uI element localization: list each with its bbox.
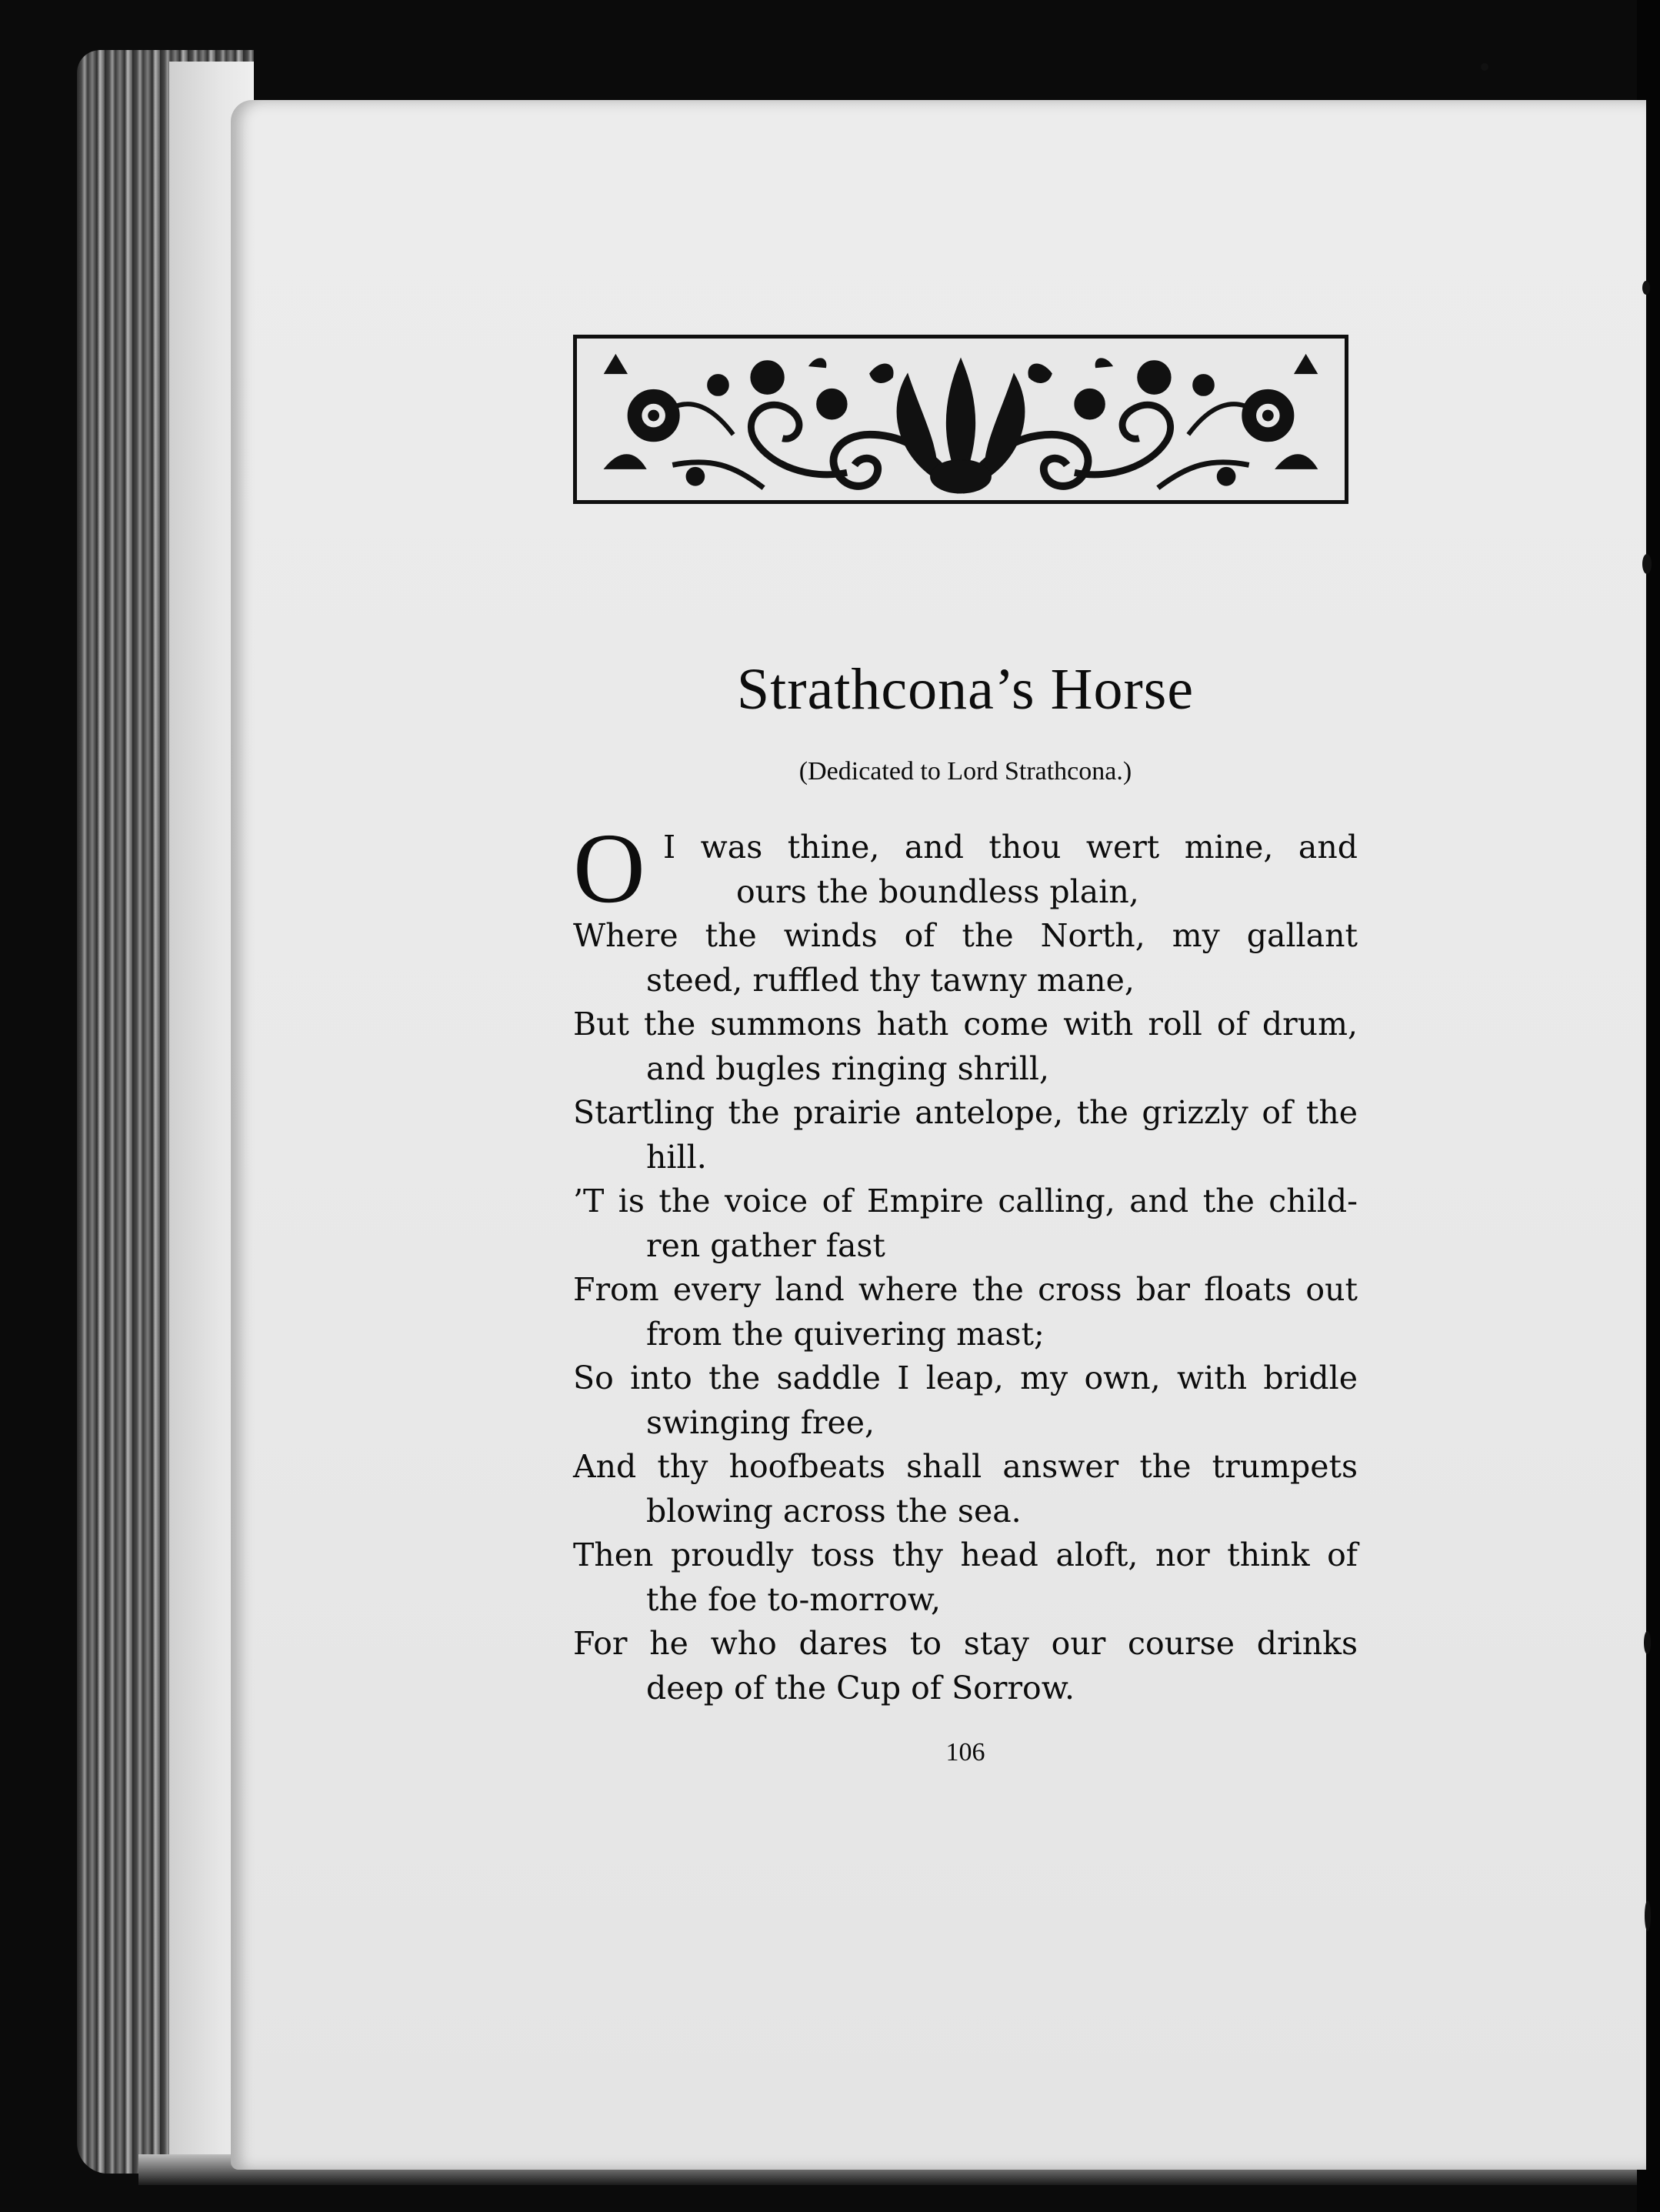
floral-ornament-icon: [582, 343, 1340, 495]
page-number: 106: [945, 1738, 985, 1767]
poem-line: and bugles ringing shrill,: [646, 1049, 1050, 1087]
poem-line: So into the saddle I leap, my own, with bridle: [573, 1360, 1358, 1397]
poem-line: hill.: [646, 1138, 707, 1176]
scan-speck: [1642, 554, 1652, 574]
poem-line: blowing across the sea.: [646, 1492, 1022, 1530]
poem-line: the foe to-morrow,: [646, 1580, 942, 1618]
poem-dedication: (Dedicated to Lord Strathcona.): [798, 756, 1132, 786]
poem-line: ren gather fast: [646, 1226, 885, 1264]
scan-speck: [1645, 1900, 1651, 1931]
poem-line: I was thine, and thou wert mine, and: [663, 829, 1358, 866]
page-content: [573, 335, 1358, 1767]
poem-line: And thy hoofbeats shall answer the trumpets: [573, 1448, 1358, 1486]
poem-title: Strathcona’s Horse: [736, 657, 1195, 722]
poem-line: steed, ruffled thy tawny mane,: [646, 961, 1135, 999]
first-stanza-block: [573, 813, 1358, 925]
poem-line: ours the boundless plain,: [736, 872, 1139, 910]
poem-line: swinging free,: [646, 1403, 875, 1441]
poem-line: Where the winds of the North, my gallant: [573, 917, 1358, 955]
poem-line: deep of the Cup of Sorrow.: [646, 1669, 1075, 1707]
drop-cap: O: [573, 813, 645, 925]
poem-line: From every land where the cross bar floats out: [573, 1271, 1358, 1309]
poem-body: [573, 813, 1358, 1710]
poem-line: Startling the prairie antelope, the grizzly of the: [573, 1094, 1358, 1132]
scan-speck: [1642, 281, 1650, 295]
scan-speck: [1481, 63, 1488, 71]
scan-speck: [1644, 1631, 1651, 1654]
floral-headpiece-icon: [573, 335, 1348, 504]
poem-line: Then proudly toss thy head aloft, nor think of: [573, 1536, 1358, 1574]
poem-line: from the quivering mast;: [646, 1315, 1045, 1353]
poem-line: For he who dares to stay our course drinks: [573, 1625, 1358, 1663]
poem-line: But the summons hath come with roll of drum,: [573, 1006, 1358, 1043]
poem-line: ’T is the voice of Empire calling, and the child-: [573, 1183, 1358, 1220]
